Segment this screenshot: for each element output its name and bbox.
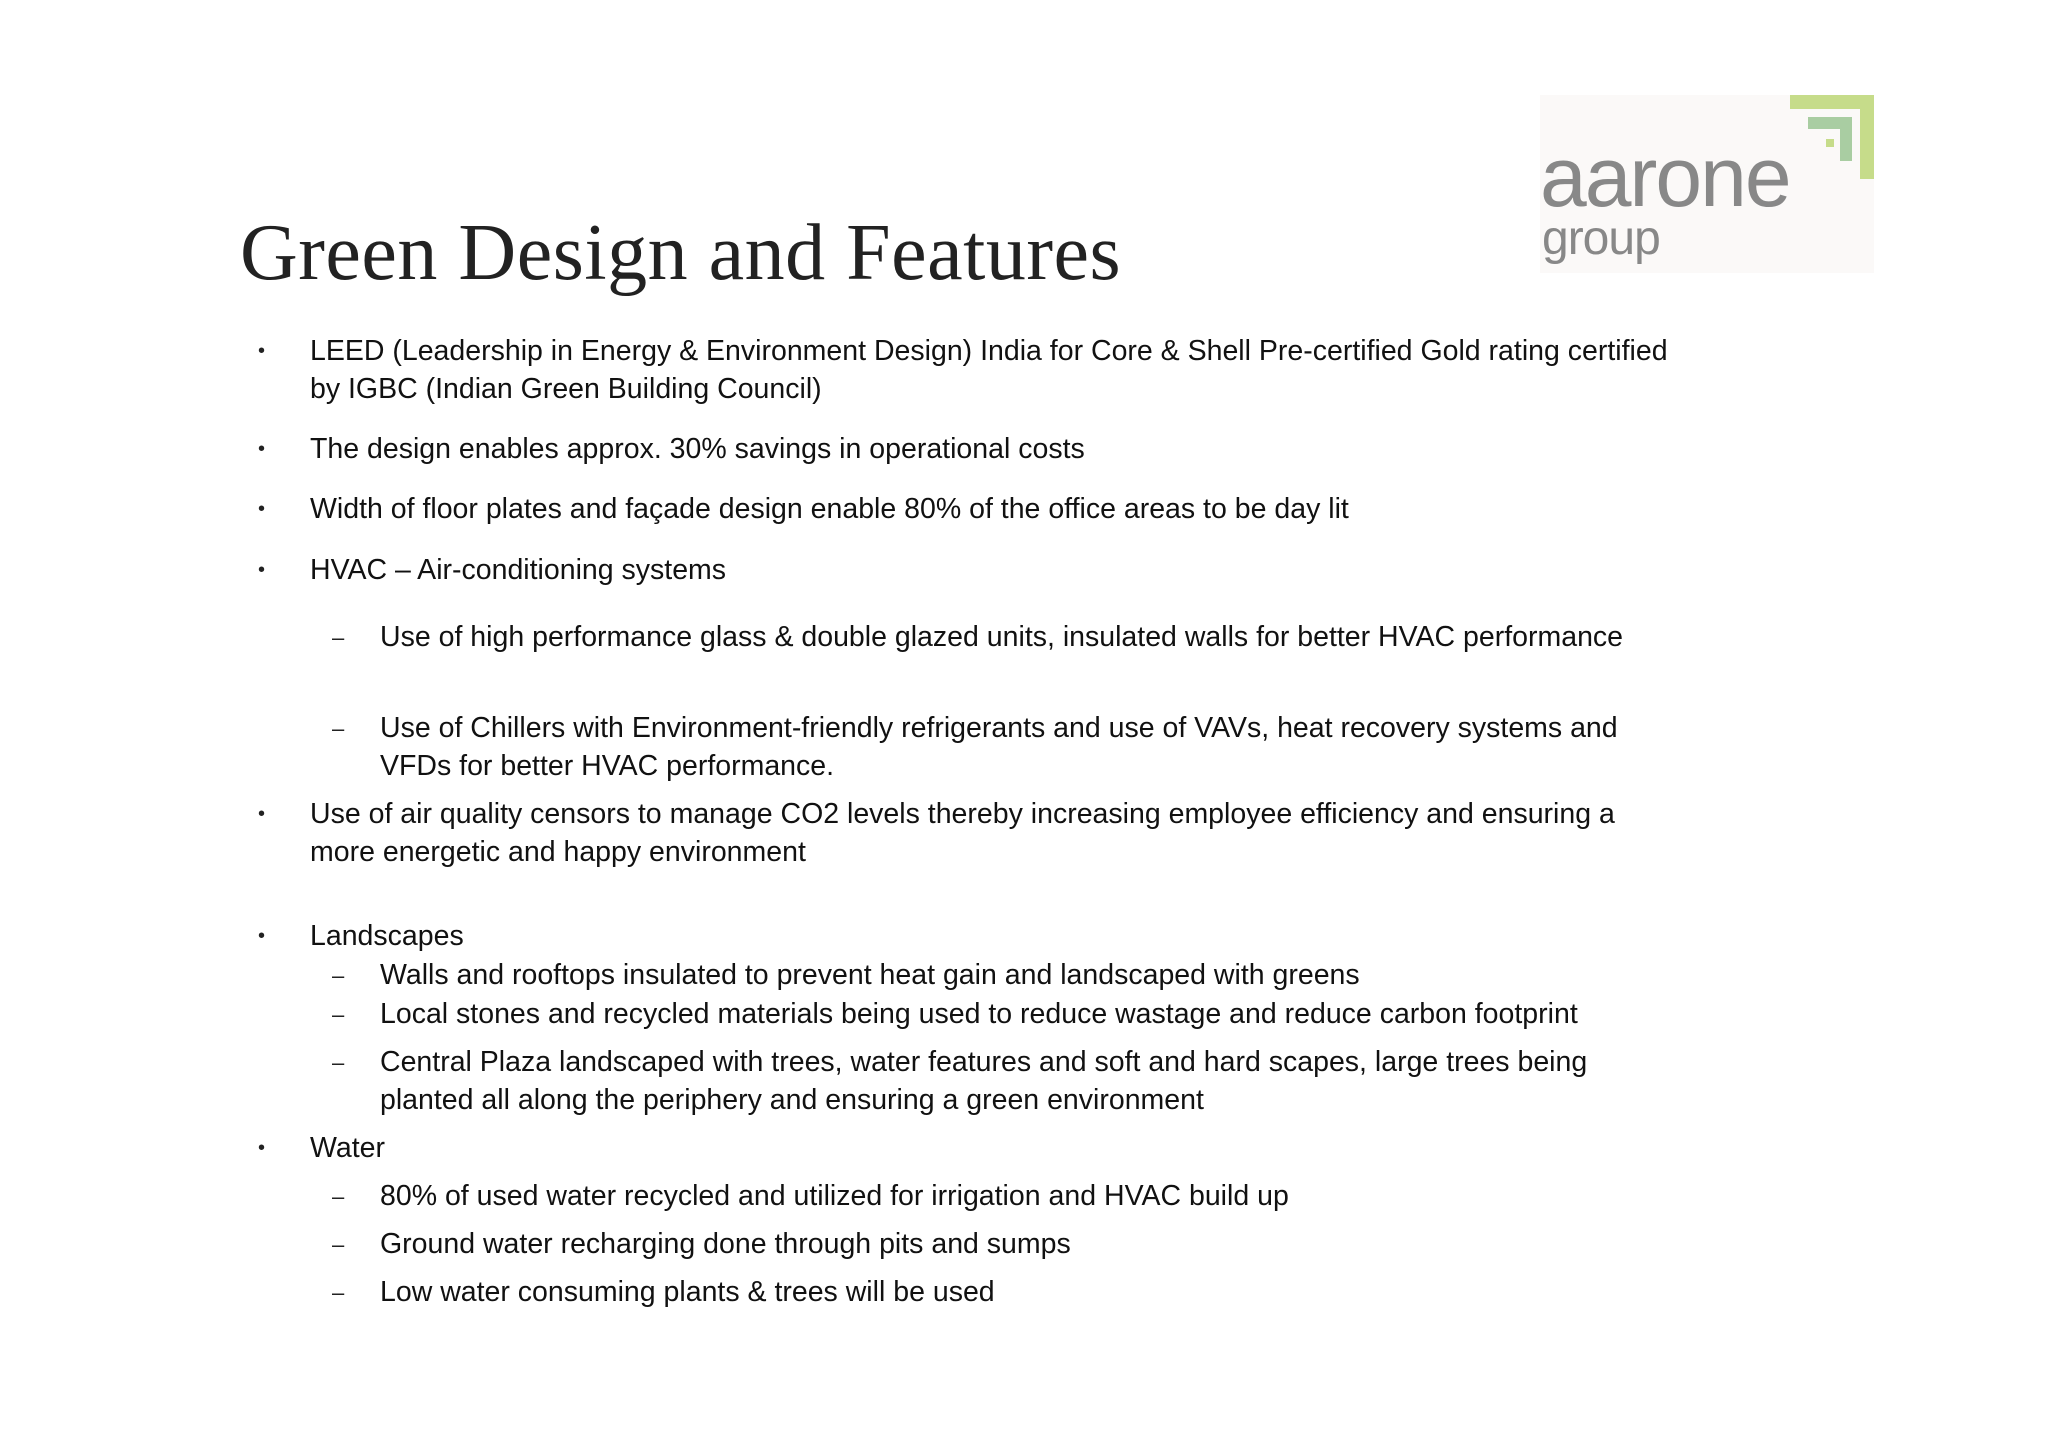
list-item-text: Width of floor plates and façade design enable 80% of the office areas to be day lit [310,493,1349,525]
list-item-text: Use of Chillers with Environment-friendly refrigerants and use of VAVs, heat recovery systems and VFDs for better HVAC performance. [380,712,1618,782]
logo-wordmark: aarone [1540,130,1790,224]
bullet-marker: • [258,559,266,581]
list-item-text: HVAC – Air-conditioning systems [310,554,727,586]
list-item-text: Use of high performance glass & double glazed units, insulated walls for better HVAC performance [380,621,1624,653]
list-item [332,1043,1670,1119]
dash-marker: – [332,1050,345,1075]
bullet-marker: • [258,340,266,362]
list-item-text: Low water consuming plants & trees will be used [380,1276,995,1308]
bullet-marker: • [258,498,266,520]
dash-marker: – [332,1002,345,1027]
bullet-marker: • [258,925,266,947]
list-item [332,956,1670,994]
list-item [332,1177,1670,1215]
list-item [258,551,1670,589]
list-item [258,1129,1670,1167]
list-item-text: Water [310,1132,385,1164]
list-item [258,795,1670,871]
list-item [332,995,1670,1033]
dash-marker: – [332,1280,345,1305]
list-item-text: Central Plaza landscaped with trees, water features and soft and hard scapes, large trees being planted all along the periphery and ensuring a green environment [380,1046,1588,1116]
list-item-text: The design enables approx. 30% savings in operational costs [310,433,1085,465]
bullet-marker: • [258,1137,266,1159]
list-item [332,618,1670,656]
dash-marker: – [332,625,345,650]
list-item-text: 80% of used water recycled and utilized for irrigation and HVAC build up [380,1180,1289,1212]
list-item-text: Landscapes [310,920,464,952]
list-item [332,1225,1670,1263]
list-item [258,917,1670,955]
list-item [258,430,1670,468]
list-item [258,490,1670,528]
slide-title: Green Design and Features [240,209,1122,297]
dash-marker: – [332,716,345,741]
list-item-text: Local stones and recycled materials being used to reduce wastage and reduce carbon footprint [380,998,1578,1030]
bullet-marker: • [258,803,266,825]
logo-subtext: group [1542,212,1660,265]
list-item-text: Ground water recharging done through pits and sumps [380,1228,1071,1260]
list-item-text: LEED (Leadership in Energy & Environment Design) India for Core & Shell Pre-certified Gold rating certified by IGBC (Indian Green Building Council) [310,335,1668,405]
dash-marker: – [332,1184,345,1209]
list-item-text: Walls and rooftops insulated to prevent heat gain and landscaped with greens [380,959,1360,991]
dash-marker: – [332,1232,345,1257]
list-item [332,1273,1670,1311]
list-item [332,709,1670,785]
list-item-text: Use of air quality censors to manage CO2 levels thereby increasing employee efficiency and ensuring a more energetic and happy environment [310,798,1615,868]
list-item [258,332,1670,408]
dash-marker: – [332,963,345,988]
bullet-marker: • [258,438,266,460]
